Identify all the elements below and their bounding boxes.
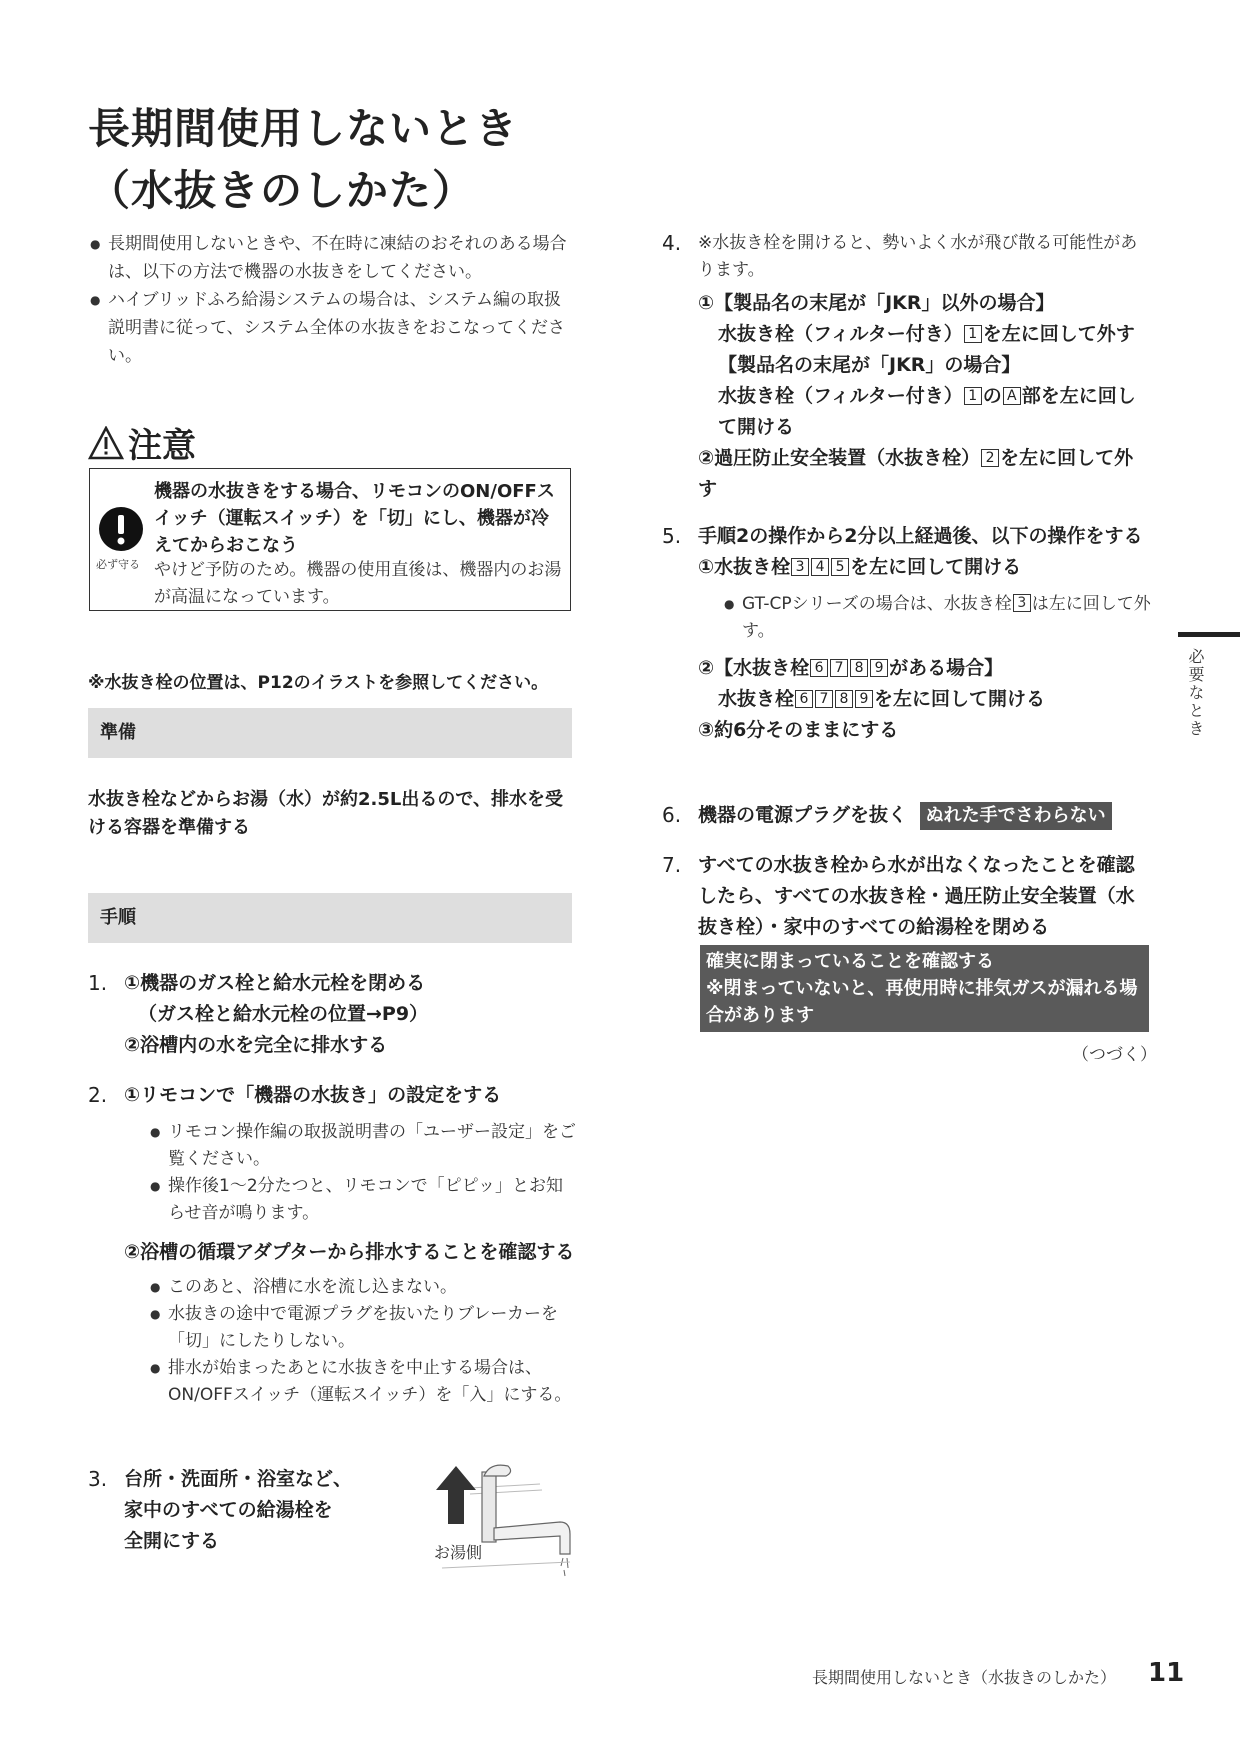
step-2-b: ②浴槽の循環アダプターから排水することを確認する <box>124 1241 575 1263</box>
step-4-case-1-title: ①【製品名の末尾が「JKR」以外の場合】 <box>698 292 1055 314</box>
step-number: 6. <box>662 803 682 827</box>
part-number-box: 6 <box>795 690 813 708</box>
step-3-line: 台所・洗面所・浴室など、 <box>124 1468 353 1490</box>
caution-heading <box>88 418 196 467</box>
part-letter-box: A <box>1003 387 1021 405</box>
part-number-box: 8 <box>835 690 853 708</box>
step-5-a-note: ● GT-CPシリーズの場合は、水抜き栓 3 は左に回して外す。 <box>724 591 1152 645</box>
step-number: 4. <box>662 231 682 255</box>
step-7 <box>662 850 1152 943</box>
closure-warning-line: 確実に閉まっていることを確認する <box>706 951 994 972</box>
step-4-case-2-text: 水抜き栓（フィルター付き） 1 の A 部を左に回して開ける <box>718 385 1136 438</box>
step-4-note: ※水抜き栓を開けると、勢いよく水が飛び散る可能性があります。 <box>698 233 1138 280</box>
caution-heading-text: 注意 <box>128 426 196 466</box>
step-4-case-1-text: 水抜き栓（フィルター付き） 1 を左に回して外す <box>718 323 1135 345</box>
caution-strong-text: 機器の水抜きをする場合、リモコンのON/OFFスイッチ（運転スイッチ）を「切」にし、機器が冷えてからおこなう <box>154 481 555 556</box>
step-number: 3. <box>88 1467 108 1491</box>
intro-item: ● ハイブリッドふろ給湯システムの場合は、システム編の取扱説明書に従って、システム全体の水抜きをおこなってください。 <box>90 286 576 370</box>
part-number-box: 5 <box>831 558 849 576</box>
part-number-box: 3 <box>791 558 809 576</box>
step-2-b-note: ● 水抜きの途中で電源プラグを抜いたりブレーカーを「切」にしたりしない。 <box>150 1301 578 1355</box>
prep-heading: 準備 <box>88 708 572 758</box>
closure-warning <box>700 945 1149 1032</box>
step-1-a: ①機器のガス栓と給水元栓を閉める <box>124 972 426 994</box>
part-number-box: 6 <box>810 659 828 677</box>
hot-water-side-label: お湯側 <box>434 1543 483 1562</box>
step-number: 2. <box>88 1083 108 1107</box>
page-number: 11 <box>1148 1658 1185 1688</box>
step-5-b: ②【水抜き栓 6 7 8 9 がある場合】 <box>698 657 1004 679</box>
step-4-case-3-text: ②過圧防止安全装置（水抜き栓） 2 を左に回して外す <box>698 447 1134 500</box>
step-5-a: ①水抜き栓 3 4 5 を左に回して開ける <box>698 556 1022 578</box>
side-tab-marker <box>1178 632 1240 637</box>
step-2-a: ①リモコンで「機器の水抜き」の設定をする <box>124 1084 502 1106</box>
procedure-heading: 手順 <box>88 893 572 943</box>
step-1 <box>88 968 578 1061</box>
wet-hands-warning: ぬれた手でさわらない <box>920 802 1112 830</box>
part-number-box: 9 <box>870 659 888 677</box>
intro-item: ● 長期間使用しないときや、不在時に凍結のおそれのある場合は、以下の方法で機器の水抜きをしてください。 <box>90 230 576 286</box>
prep-text: 水抜き栓などからお湯（水）が約2.5L出るので、排水を受ける容器を準備する <box>88 789 563 838</box>
step-5-text: 手順2の操作から2分以上経過後、以下の操作をする <box>698 525 1143 547</box>
page-title: 長期間使用しないとき（水抜きのしかた） <box>88 104 519 215</box>
up-arrow-icon <box>436 1466 476 1526</box>
step-5-b-text: 水抜き栓 6 7 8 9 を左に回して開ける <box>718 688 1046 710</box>
step-2-b-note: ● 排水が始まったあとに水抜きを中止する場合は、ON/OFFスイッチ（運転スイッチ）を「入」にする。 <box>150 1355 578 1409</box>
step-2-a-note: ● 操作後1～2分たつと、リモコンで「ピピッ」とお知らせ音が鳴ります。 <box>150 1173 578 1227</box>
step-7-text: すべての水抜き栓から水が出なくなったことを確認したら、すべての水抜き栓・過圧防止安全装置（水抜き栓）・家中のすべての給湯栓を閉める <box>698 854 1135 938</box>
step-2-a-note: ● リモコン操作編の取扱説明書の「ユーザー設定」をご覧ください。 <box>150 1119 578 1173</box>
step-2 <box>88 1080 578 1409</box>
warning-triangle-icon <box>88 426 124 460</box>
step-number: 7. <box>662 853 682 877</box>
footer-title: 長期間使用しないとき（水抜きのしかた） <box>812 1668 1117 1687</box>
step-1-a-ref: （ガス栓と給水元栓の位置→P9） <box>138 1003 429 1025</box>
part-number-box: 7 <box>830 659 848 677</box>
step-6 <box>662 800 1152 831</box>
part-number-box: 7 <box>815 690 833 708</box>
step-4 <box>662 228 1152 505</box>
step-6-text: 機器の電源プラグを抜く <box>698 804 908 826</box>
step-1-b: ②浴槽内の水を完全に排水する <box>124 1034 388 1056</box>
part-number-box: 8 <box>850 659 868 677</box>
part-number-box: 1 <box>964 325 982 343</box>
step-3-line: 全開にする <box>124 1530 220 1552</box>
step-3 <box>88 1464 418 1557</box>
part-number-box: 4 <box>811 558 829 576</box>
step-4-case-2-title: 【製品名の末尾が「JKR」の場合】 <box>718 354 1021 376</box>
closure-warning-line: ※閉まっていないと、再使用時に排気ガスが漏れる場合があります <box>706 978 1138 1026</box>
step-number: 5. <box>662 524 682 548</box>
step-2-b-note: ● このあと、浴槽に水を流し込まない。 <box>150 1274 578 1301</box>
reference-note: ※水抜き栓の位置は、P12のイラストを参照してください。 <box>88 673 549 693</box>
exclamation-icon <box>98 506 144 552</box>
step-3-line: 家中のすべての給湯栓を <box>124 1499 333 1521</box>
caution-reason-text: やけど予防のため。機器の使用直後は、機器内のお湯が高温になっています。 <box>154 560 562 607</box>
step-number: 1. <box>88 971 108 995</box>
part-number-box: 2 <box>981 449 999 467</box>
part-number-box: 3 <box>1013 594 1031 612</box>
must-follow-label: 必ず守る <box>96 558 140 571</box>
step-5-c: ③約6分そのままにする <box>698 719 899 741</box>
part-number-box: 1 <box>964 387 982 405</box>
intro-list <box>90 230 576 370</box>
step-5 <box>662 521 1152 746</box>
part-number-box: 9 <box>855 690 873 708</box>
continued-label: （つづく） <box>1072 1045 1157 1065</box>
side-tab-label: 必要なとき <box>1186 648 1205 738</box>
